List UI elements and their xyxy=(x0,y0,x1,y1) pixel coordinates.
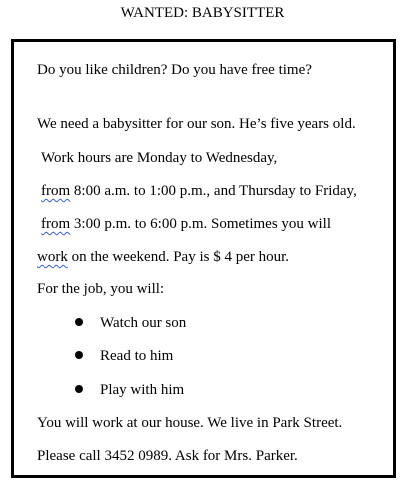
spellcheck-word-from: from xyxy=(41,183,71,199)
ad-paragraph-line-5 xyxy=(37,248,289,266)
spellcheck-word-work: work xyxy=(37,249,68,265)
closing-line-1: You will work at our house. We live in Park Street. xyxy=(37,415,343,431)
ad-paragraph-line-1: We need a babysitter for our son. He’s five years old. xyxy=(37,116,356,132)
ad-paragraph-line-4 xyxy=(41,215,331,233)
closing-line-2: Please call 3452 0989. Ask for Mrs. Parker. xyxy=(37,448,298,464)
ad-paragraph-line-4-rest: 3:00 p.m. to 6:00 p.m. Sometimes you will xyxy=(70,216,332,232)
ad-paragraph-line-2: Work hours are Monday to Wednesday, xyxy=(41,150,278,166)
ad-paragraph-line-3 xyxy=(41,182,357,200)
bullet-icon xyxy=(75,351,83,359)
job-intro: For the job, you will: xyxy=(37,281,165,297)
bullet-icon xyxy=(75,385,83,393)
ad-question: Do you like children? Do you have free time? xyxy=(37,62,312,78)
duty-item-2: Read to him xyxy=(100,348,174,364)
ad-paragraph-line-3-rest: 8:00 a.m. to 1:00 p.m., and Thursday to Friday, xyxy=(70,183,357,199)
ad-paragraph-line-5-rest: on the weekend. Pay is $ 4 per hour. xyxy=(67,249,290,265)
duty-item-1: Watch our son xyxy=(100,315,187,331)
bullet-icon xyxy=(75,318,83,326)
spellcheck-word-from-2: from xyxy=(41,216,71,232)
ad-title: WANTED: BABYSITTER xyxy=(120,5,285,21)
duty-item-3: Play with him xyxy=(100,382,185,398)
